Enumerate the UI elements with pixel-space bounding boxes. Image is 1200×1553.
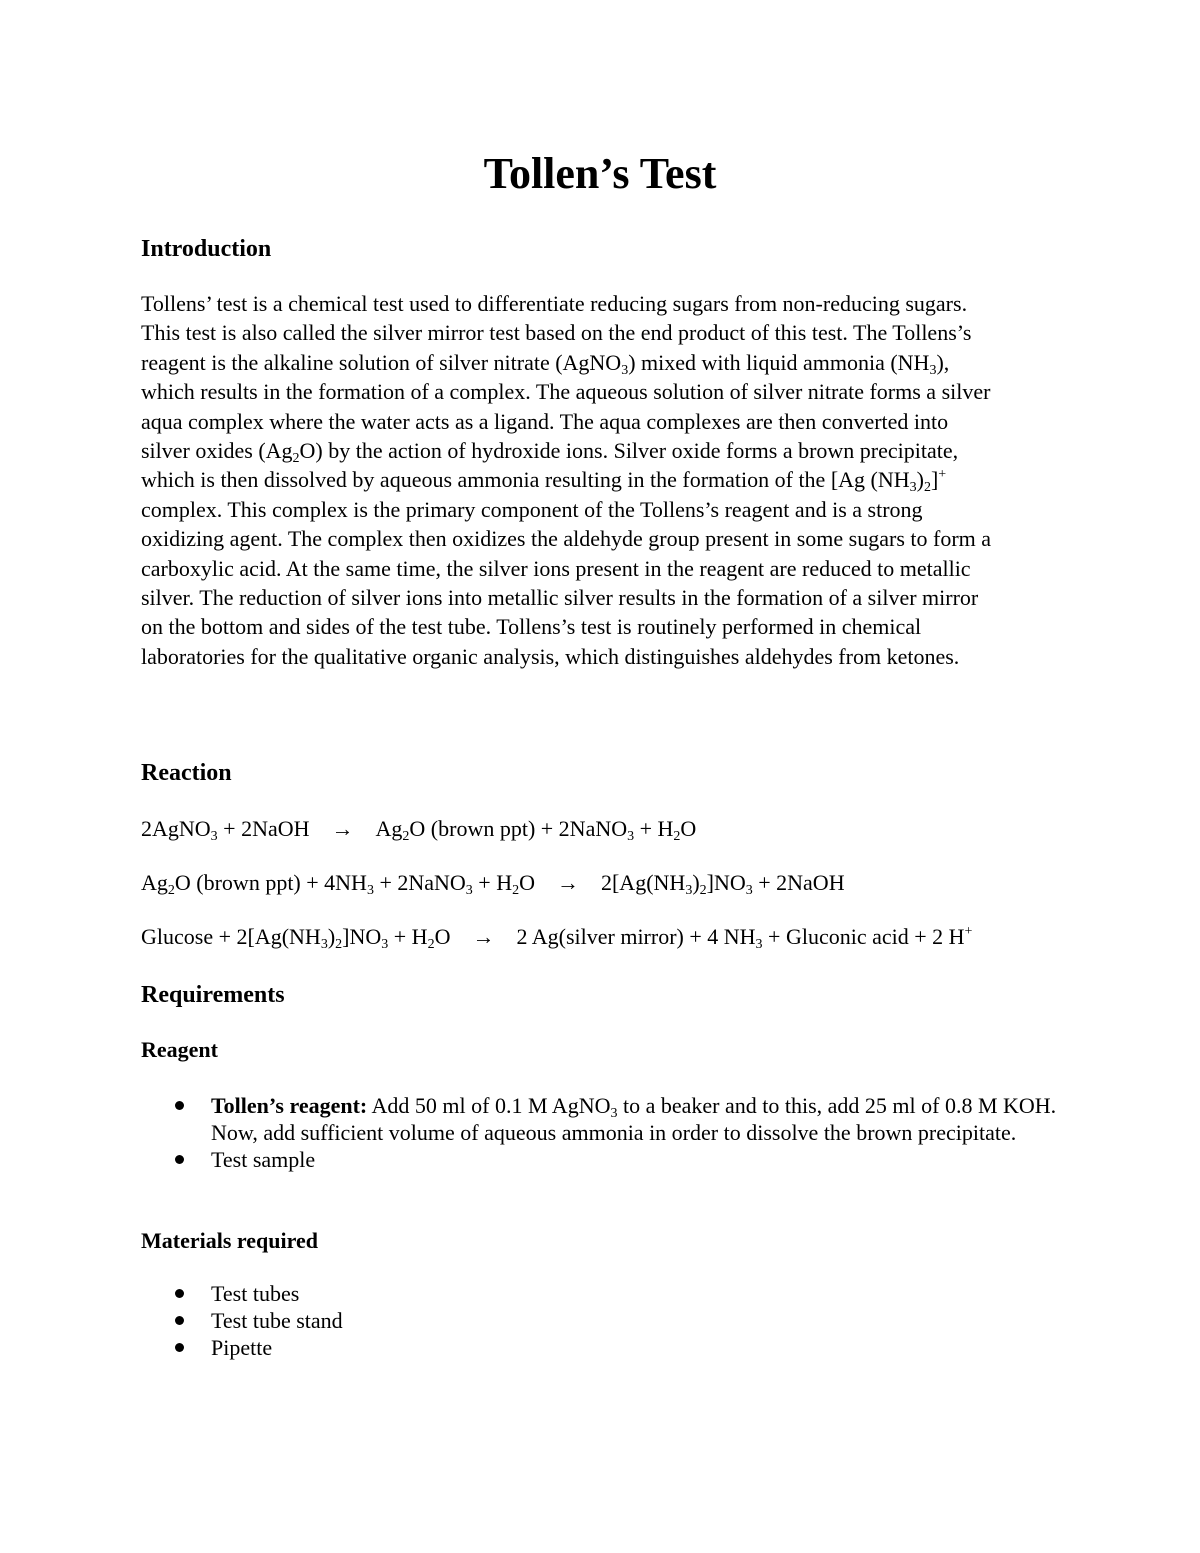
page-title: Tollen’s Test bbox=[483, 149, 717, 198]
reaction-equation-1: 2AgNO$_3$ + 2NaOH → $Ag_2O$ (brown ppt) + 2NaNO$_3$ + $H_2O$ bbox=[141, 816, 697, 844]
bullet-icon bbox=[175, 1155, 184, 1164]
bullet-icon bbox=[175, 1101, 184, 1110]
reaction-equation-3: $Glucose + 2[Ag(NH_3)_2]NO_3 + H_2O \to 2$ Ag(silver mirror) + 4 $NH_3$ + Gluconic acid + 2 H+ bbox=[141, 924, 973, 952]
reaction-arrow: → bbox=[556, 870, 579, 895]
intro-line: silver. The reduction of silver ions into metallic silver results in the formation of a silver mirror bbox=[141, 585, 979, 611]
reagent-list bbox=[141, 1092, 1071, 1173]
intro-line: Tollens’ test is a chemical test used to differentiate reducing sugars from non-reducing sugars. bbox=[141, 291, 968, 316]
list-item: Test tubes bbox=[141, 1280, 1071, 1307]
bullet-icon bbox=[175, 1289, 184, 1298]
requirements-heading: Requirements bbox=[141, 982, 285, 1008]
intro-line: complex. This complex is the primary component of the Tollens’s reagent and is a strong bbox=[141, 496, 923, 522]
materials-subheading: Materials required bbox=[141, 1228, 318, 1253]
reaction-arrow: → bbox=[472, 924, 495, 949]
intro-line: silver oxides $(Ag_2O)$ by the action of hydroxide ions. Silver oxide forms a brown precipitate, bbox=[141, 438, 959, 467]
list-item: Test sample bbox=[141, 1146, 1071, 1173]
reaction-arrow: → bbox=[331, 816, 354, 841]
materials-list bbox=[141, 1280, 1071, 1361]
intro-line: carboxylic acid. At the same time, the silver ions present in the reagent are reduced to metallic bbox=[141, 555, 971, 581]
reaction-heading: Reaction bbox=[141, 760, 232, 786]
intro-line: on the bottom and sides of the test tube. Tollens’s test is routinely performed in chemical bbox=[141, 614, 922, 640]
bullet-icon bbox=[175, 1343, 184, 1352]
reagent-subheading: Reagent bbox=[141, 1037, 218, 1062]
intro-line: which is then dissolved by aqueous ammonia resulting in the formation of the [Ag $(NH_3)_2]^+$ bbox=[141, 467, 947, 496]
reaction-equation-2: $Ag_2O$ (brown $ppt) + 4NH_3$ + 2NaNO$_3$ + $H_2O \to 2[Ag(NH_3)_2]NO_3$ + 2NaOH bbox=[141, 870, 845, 898]
introduction-heading: Introduction bbox=[141, 236, 272, 262]
intro-line: which results in the formation of a complex. The aqueous solution of silver nitrate forms a silver bbox=[141, 379, 991, 405]
bullet-icon bbox=[175, 1316, 184, 1325]
intro-line: This test is also called the silver mirror test based on the end product of this test. The Tollens’s bbox=[141, 320, 972, 346]
introduction-paragraph bbox=[141, 289, 1061, 671]
intro-line: oxidizing agent. The complex then oxidizes the aldehyde group present in some sugars to form a bbox=[141, 526, 992, 552]
list-item: Tollen’s reagent: Add 50 ml of 0.1 M AgNO$_3$ to a beaker and to this, add 25 ml of 0.8 M KOH. Now, add sufficient volume of aqueous ammonia in order to dissolve the brown precipitate. bbox=[141, 1092, 1071, 1146]
intro-line: laboratories for the qualitative organic analysis, which distinguishes aldehydes from ketones. bbox=[141, 643, 960, 669]
intro-line: aqua complex where the water acts as a ligand. The aqua complexes are then converted into bbox=[141, 408, 949, 434]
list-item: Pipette bbox=[141, 1334, 1071, 1361]
intro-line: reagent is the alkaline solution of silver nitrate (AgNO$_3$) mixed with liquid ammonia $(NH_3)$, bbox=[141, 349, 950, 378]
list-item: Test tube stand bbox=[141, 1307, 1071, 1334]
